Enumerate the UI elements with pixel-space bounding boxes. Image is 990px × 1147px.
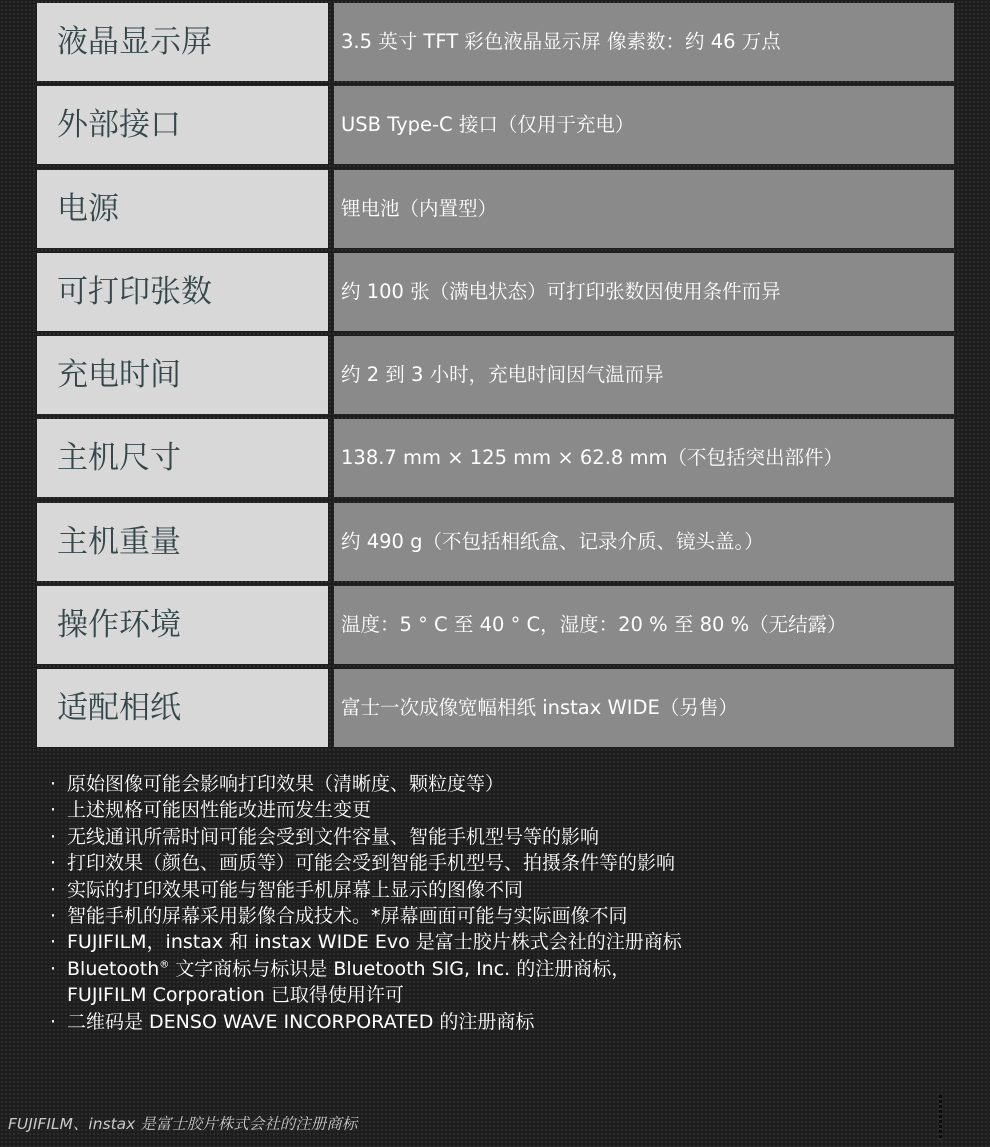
- spec-table: [37, 3, 954, 753]
- spec-label: 适配相纸: [37, 669, 328, 747]
- spec-row-environment: [37, 586, 954, 664]
- spec-label: 操作环境: [37, 586, 328, 664]
- bullet-icon: ·: [50, 852, 57, 875]
- note-item: [50, 1009, 950, 1035]
- spec-row-weight: [37, 503, 954, 581]
- spec-value: USB Type-C 接口（仅用于充电）: [334, 86, 954, 164]
- spec-label: 外部接口: [37, 86, 328, 164]
- note-item: [50, 797, 950, 823]
- spec-row-film: [37, 669, 954, 747]
- spec-value: 约 490 g（不包括相纸盒、记录介质、镜头盖。）: [334, 503, 954, 581]
- spec-row-dimensions: [37, 419, 954, 497]
- note-item-bluetooth: [50, 956, 950, 1009]
- note-text: 二维码是 DENSO WAVE INCORPORATED 的注册商标: [67, 1010, 535, 1033]
- note-item: [50, 771, 950, 797]
- bluetooth-brand: Bluetooth: [67, 957, 160, 980]
- spec-label: 电源: [37, 170, 328, 248]
- spec-value: 138.7 mm × 125 mm × 62.8 mm（不包括突出部件）: [334, 419, 954, 497]
- note-text: 实际的打印效果可能与智能手机屏幕上显示的图像不同: [67, 878, 524, 901]
- spec-label: 主机重量: [37, 503, 328, 581]
- note-text: 无线通讯所需时间可能会受到文件容量、智能手机型号等的影响: [67, 825, 600, 848]
- bullet-icon: ·: [50, 957, 57, 980]
- spec-value: 3.5 英寸 TFT 彩色液晶显示屏 像素数：约 46 万点: [334, 3, 954, 81]
- note-item: [50, 824, 950, 850]
- note-text: FUJIFILM，instax 和 instax WIDE Evo 是富士胶片株式会社的注册商标: [67, 931, 682, 954]
- note-item: [50, 903, 950, 929]
- bullet-icon: ·: [50, 931, 57, 954]
- bullet-icon: ·: [50, 878, 57, 901]
- spec-row-print-count: [37, 253, 954, 331]
- bullet-icon: ·: [50, 773, 57, 795]
- spec-label: 可打印张数: [37, 253, 328, 331]
- bullet-icon: ·: [50, 799, 57, 822]
- notes-list: [50, 771, 950, 1035]
- note-line: FUJIFILM Corporation 已取得使用许可: [67, 984, 404, 1007]
- bullet-icon: ·: [50, 905, 57, 928]
- spec-value: 温度：5 ° C 至 40 ° C，湿度：20 % 至 80 %（无结露）: [334, 586, 954, 664]
- spec-value: 富士一次成像宽幅相纸 instax WIDE（另售）: [334, 669, 954, 747]
- bullet-icon: ·: [50, 1010, 57, 1033]
- note-text: 上述规格可能因性能改进而发生变更: [67, 799, 372, 822]
- bullet-icon: ·: [50, 825, 57, 848]
- note-text: 智能手机的屏幕采用影像合成技术。*屏幕画面可能与实际画像不同: [67, 905, 628, 928]
- spec-label: 充电时间: [37, 336, 328, 414]
- note-item: [50, 850, 950, 876]
- spec-row-power: [37, 170, 954, 248]
- note-text: [67, 956, 630, 1009]
- spec-value: 约 2 到 3 小时，充电时间因气温而异: [334, 336, 954, 414]
- note-text: 原始图像可能会影响打印效果（清晰度、颗粒度等）: [67, 773, 505, 795]
- note-item: [50, 929, 950, 955]
- registered-mark: ®: [159, 959, 170, 971]
- spec-row-display: [37, 3, 954, 81]
- note-line: [67, 956, 630, 982]
- footer-trademark: FUJIFILM、instax 是富士胶片株式会社的注册商标: [8, 1115, 358, 1133]
- note-item: [50, 877, 950, 903]
- spec-row-charge-time: [37, 336, 954, 414]
- spec-value: 约 100 张（满电状态）可打印张数因使用条件而异: [334, 253, 954, 331]
- spec-label: 主机尺寸: [37, 419, 328, 497]
- edge-decoration: [939, 1095, 942, 1140]
- note-text: 打印效果（颜色、画质等）可能会受到智能手机型号、拍摄条件等的影响: [67, 852, 676, 875]
- note-line-rest: 文字商标与标识是 Bluetooth SIG, Inc. 的注册商标，: [169, 957, 631, 980]
- spec-value: 锂电池（内置型）: [334, 170, 954, 248]
- spec-row-interface: [37, 86, 954, 164]
- spec-label: 液晶显示屏: [37, 3, 328, 81]
